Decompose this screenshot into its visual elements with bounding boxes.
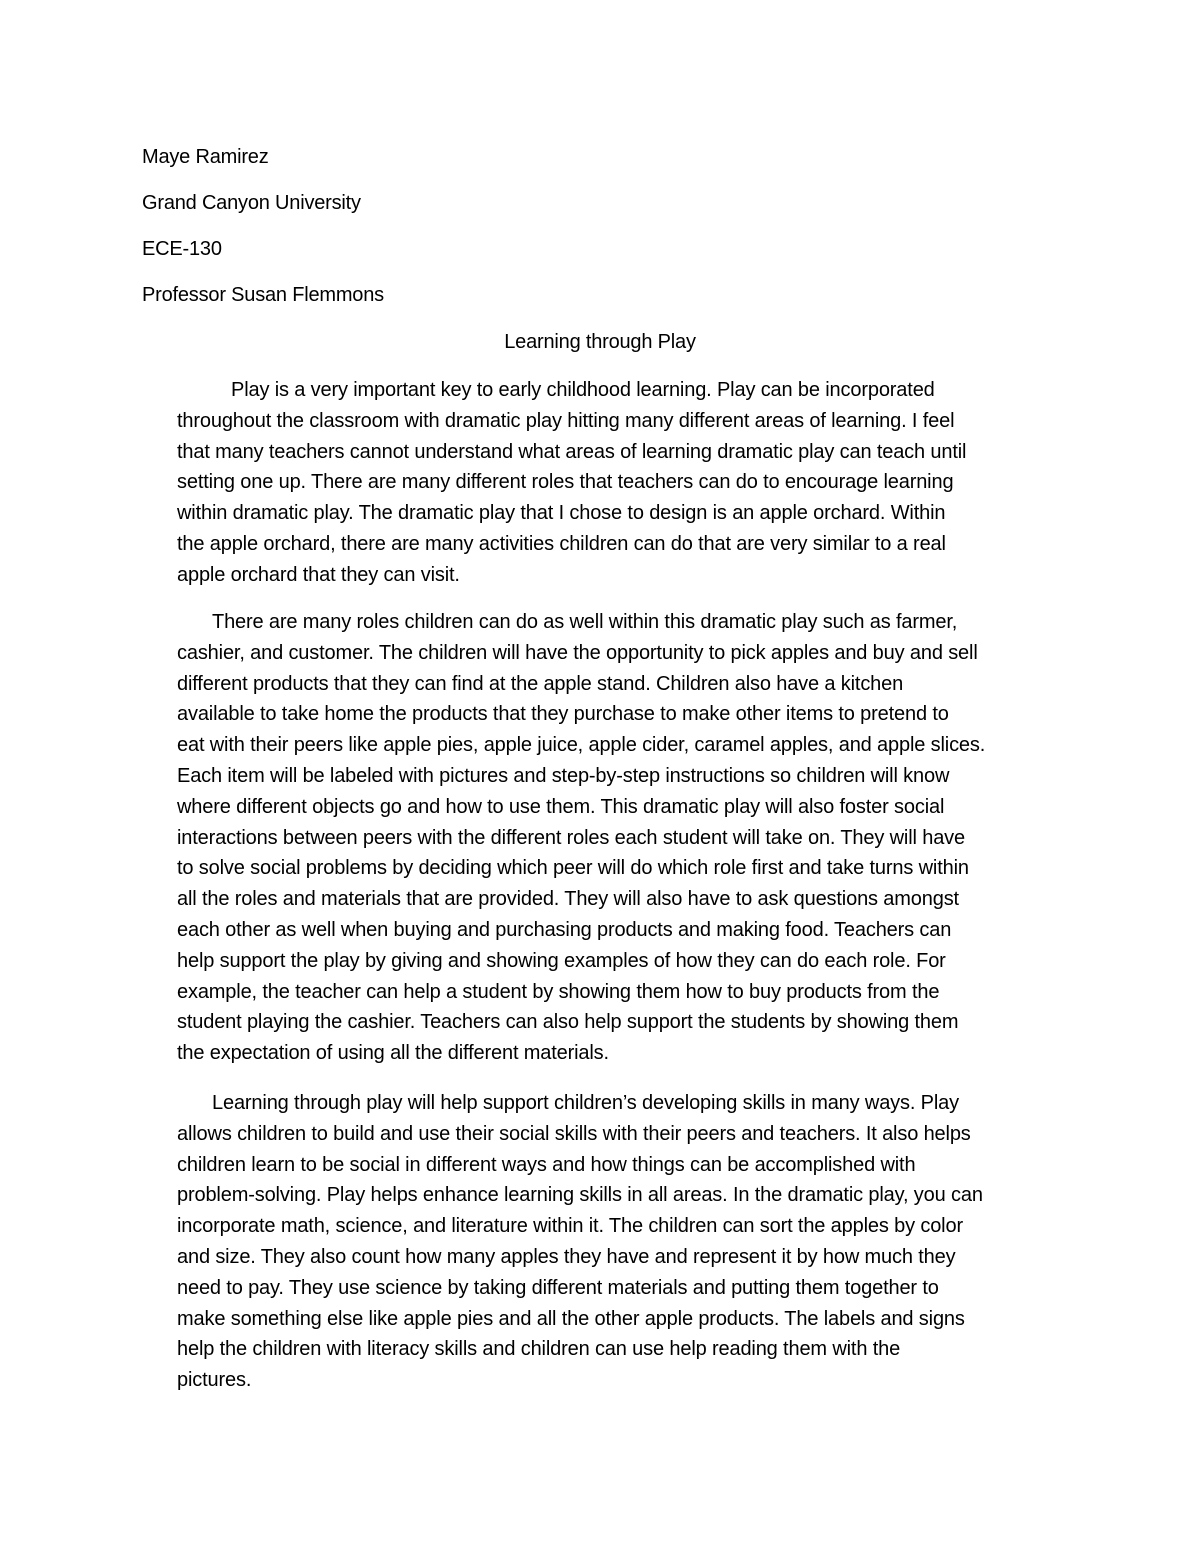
paragraph-line: Each item will be labeled with pictures and step-by-step instructions so children will know [177,764,950,787]
paragraph-line: Learning through play will help support children’s developing skills in many ways. Play [212,1092,959,1114]
body-paragraph-1 [177,375,1077,591]
paragraph-line: all the roles and materials that are provided. They will also have to ask questions amongst [177,888,959,911]
paragraph-line: pictures. [177,1369,252,1392]
paragraph-line: each other as well when buying and purchasing products and making food. Teachers can [177,918,952,941]
paragraph-line: There are many roles children can do as well within this dramatic play such as farmer, [212,611,958,633]
author-name: Maye Ramirez [142,146,269,168]
paragraph-line: cashier, and customer. The children will have the opportunity to pick apples and buy and sell [177,641,978,664]
paragraph-line: that many teachers cannot understand what areas of learning dramatic play can teach until [177,440,967,463]
paragraph-line: and size. They also count how many apples they have and represent it by how much they [177,1245,956,1268]
paragraph-line: available to take home the products that they purchase to make other items to pretend to [177,703,949,726]
paragraph-line: within dramatic play. The dramatic play that I chose to design is an apple orchard. Within [177,502,946,525]
paragraph-line: example, the teacher can help a student by showing them how to buy products from the [177,980,940,1003]
paragraph-line: setting one up. There are many different roles that teachers can do to encourage learning [177,471,954,494]
course-code: ECE-130 [142,238,222,260]
paragraph-line: apple orchard that they can visit. [177,563,460,586]
paragraph-line: different products that they can find at the apple stand. Children also have a kitchen [177,672,904,695]
paragraph-line: children learn to be social in different ways and how things can be accomplished with [177,1153,916,1176]
paragraph-line: make something else like apple pies and all the other apple products. The labels and signs [177,1307,965,1330]
paragraph-line: to solve social problems by deciding which peer will do which role first and take turns within [177,857,969,880]
instructor-name: Professor Susan Flemmons [142,284,384,306]
paragraph-line: interactions between peers with the different roles each student will take on. They will have [177,826,965,849]
paragraph-line: allows children to build and use their social skills with their peers and teachers. It also helps [177,1122,971,1145]
paragraph-line: throughout the classroom with dramatic play hitting many different areas of learning. I feel [177,409,955,432]
paragraph-line: help the children with literacy skills and children can use help reading them with the [177,1338,901,1361]
paragraph-line: need to pay. They use science by taking different materials and putting them together to [177,1276,939,1299]
paragraph-line: the expectation of using all the different materials. [177,1042,609,1065]
paragraph-line: student playing the cashier. Teachers can also help support the students by showing them [177,1011,959,1034]
institution-name: Grand Canyon University [142,192,361,214]
body-paragraph-3 [177,1088,1077,1396]
paragraph-line: incorporate math, science, and literature within it. The children can sort the apples by color [177,1215,963,1238]
paragraph-line: problem-solving. Play helps enhance learning skills in all areas. In the dramatic play, you can [177,1184,983,1207]
paragraph-line: where different objects go and how to use them. This dramatic play will also foster social [177,795,945,818]
paragraph-line: the apple orchard, there are many activities children can do that are very similar to a real [177,532,946,555]
paragraph-line: help support the play by giving and showing examples of how they can do each role. For [177,949,946,972]
paragraph-line: Play is a very important key to early childhood learning. Play can be incorporated [231,379,935,401]
paper-title: Learning through Play [504,331,696,353]
paragraph-line: eat with their peers like apple pies, apple juice, apple cider, caramel apples, and apple slices. [177,734,986,757]
body-paragraph-2 [177,607,1077,1069]
